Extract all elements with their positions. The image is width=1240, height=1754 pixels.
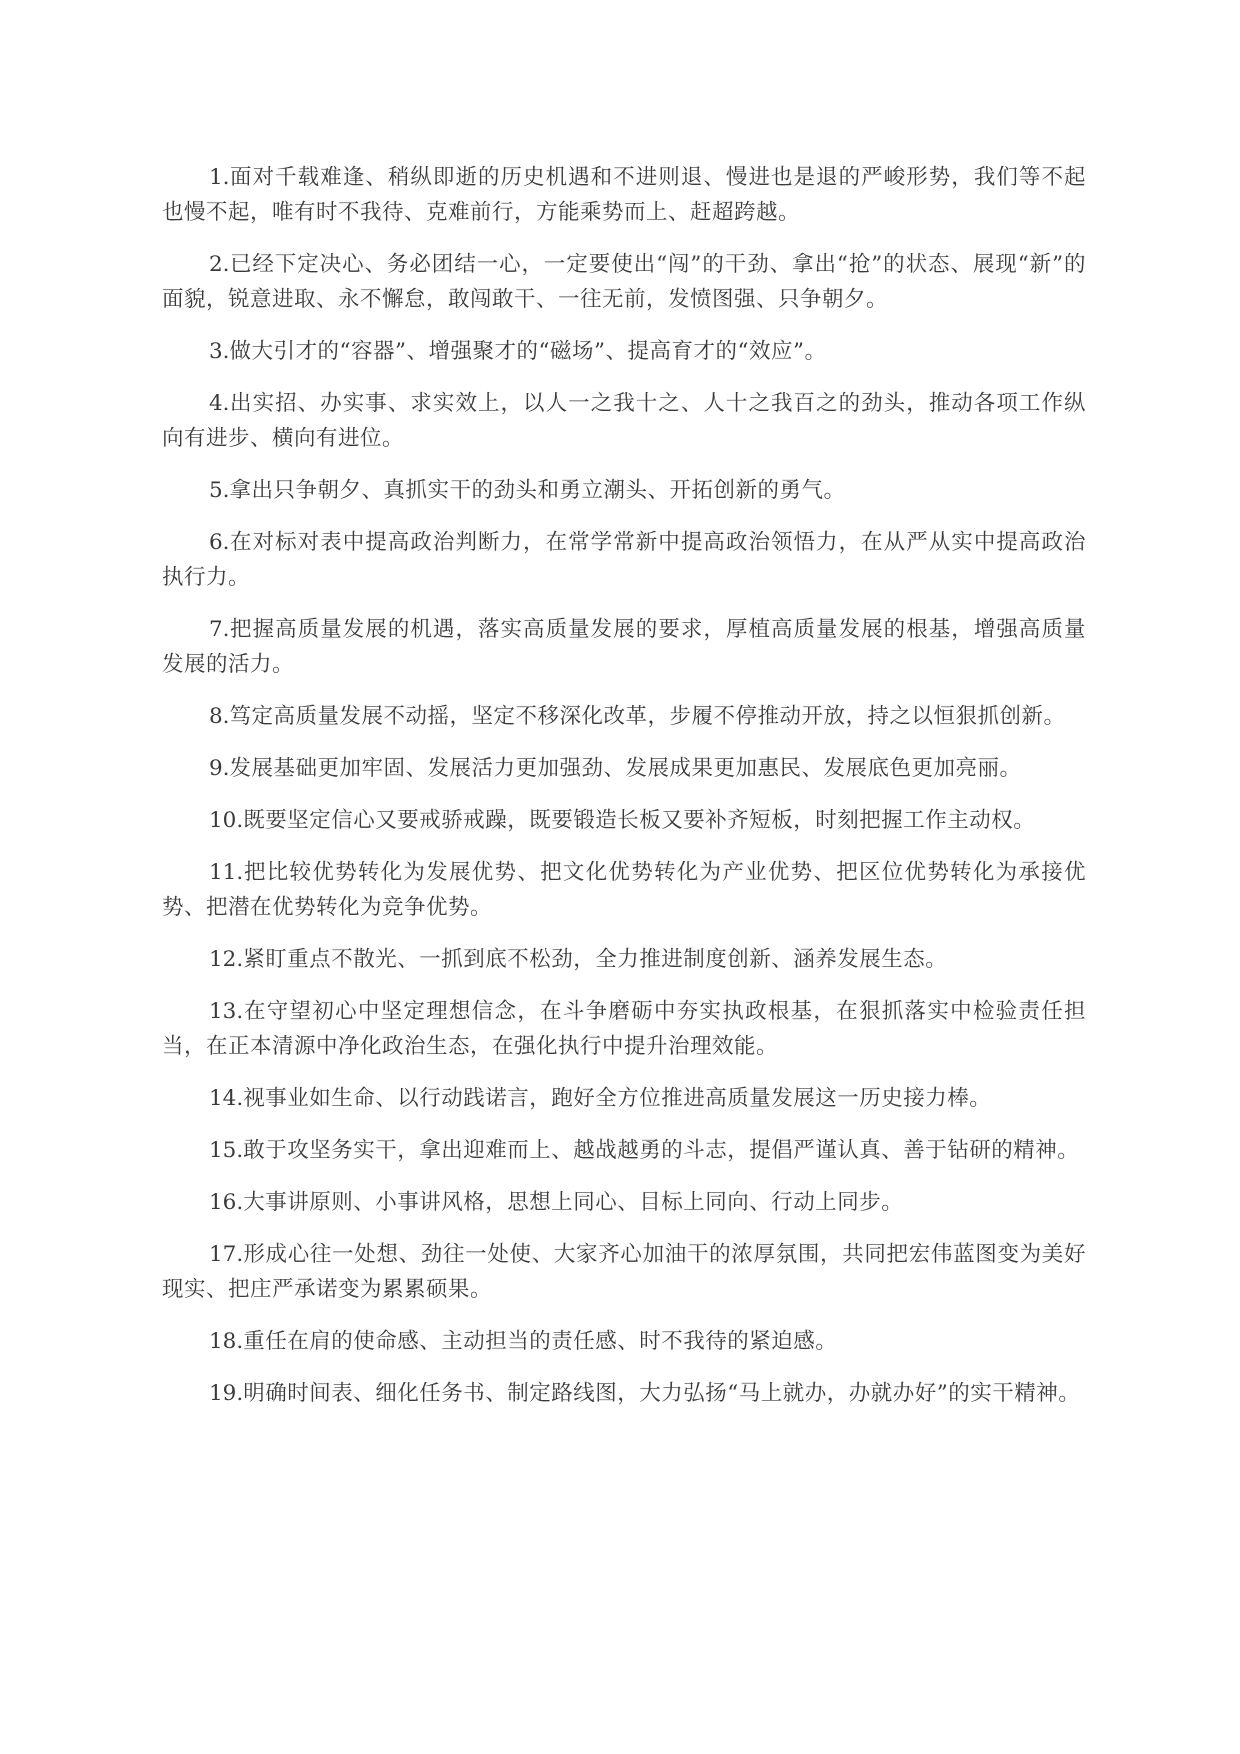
list-item: [162, 942, 1086, 977]
list-item: [162, 751, 1086, 786]
item-number: 9.: [209, 756, 230, 781]
item-number: 11.: [209, 860, 244, 885]
item-text: 已经下定决心、务必团结一心，一定要使出“闯”的干劲、拿出“抢”的状态、展现“新”的面貌，锐意进取、永不懈怠，敢闯敢干、一往无前，发愤图强、只争朝夕。: [162, 252, 1086, 312]
list-item: [162, 334, 1086, 369]
item-number: 6.: [209, 530, 230, 555]
item-number: 19.: [209, 1381, 244, 1406]
list-item: [162, 699, 1086, 734]
list-item: [162, 1081, 1086, 1116]
list-item: [162, 1324, 1086, 1359]
list-item: [162, 1376, 1086, 1411]
item-text: 拿出只争朝夕、真抓实干的劲头和勇立潮头、开拓创新的勇气。: [229, 478, 846, 503]
item-number: 3.: [209, 339, 230, 364]
item-number: 18.: [209, 1329, 244, 1354]
item-number: 5.: [209, 478, 230, 503]
list-item: [162, 160, 1086, 230]
item-number: 2.: [209, 252, 230, 277]
item-text: 大事讲原则、小事讲风格，思想上同心、目标上同向、行动上同步。: [243, 1190, 904, 1215]
item-text: 笃定高质量发展不动摇，坚定不移深化改革，步履不停推动开放，持之以恒狠抓创新。: [229, 704, 1066, 729]
item-number: 1.: [209, 165, 230, 190]
item-text: 明确时间表、细化任务书、制定路线图，大力弘扬“马上就办，办就办好”的实干精神。: [243, 1381, 1081, 1406]
item-number: 17.: [209, 1242, 244, 1267]
list-item: [162, 803, 1086, 838]
item-number: 10.: [209, 808, 244, 833]
list-item: [162, 247, 1086, 317]
item-number: 14.: [209, 1086, 244, 1111]
list-item: [162, 994, 1086, 1064]
item-number: 8.: [209, 704, 230, 729]
item-text: 在守望初心中坚定理想信念，在斗争磨砺中夯实执政根基，在狠抓落实中检验责任担当，在正本清源中净化政治生态，在强化执行中提升治理效能。: [162, 999, 1086, 1059]
item-text: 在对标对表中提高政治判断力，在常学常新中提高政治领悟力，在从严从实中提高政治执行力。: [162, 530, 1086, 590]
item-text: 把握高质量发展的机遇，落实高质量发展的要求，厚植高质量发展的根基，增强高质量发展的活力。: [162, 617, 1086, 677]
item-number: 12.: [209, 947, 244, 972]
item-text: 敢于攻坚务实干，拿出迎难而上、越战越勇的斗志，提倡严谨认真、善于钻研的精神。: [243, 1138, 1080, 1163]
list-item: [162, 612, 1086, 682]
item-text: 面对千载难逢、稍纵即逝的历史机遇和不进则退、慢进也是退的严峻形势，我们等不起也慢不起，唯有时不我待、克难前行，方能乘势而上、赶超跨越。: [162, 165, 1086, 225]
document-body: [162, 160, 1086, 1428]
item-text: 形成心往一处想、劲往一处使、大家齐心加油干的浓厚氛围，共同把宏伟蓝图变为美好现实、把庄严承诺变为累累硕果。: [162, 1242, 1086, 1302]
item-text: 既要坚定信心又要戒骄戒躁，既要锻造长板又要补齐短板，时刻把握工作主动权。: [243, 808, 1036, 833]
list-item: [162, 1133, 1086, 1168]
item-text: 做大引才的“容器”、增强聚才的“磁场”、提高育才的“效应”。: [229, 339, 827, 364]
item-text: 紧盯重点不散光、一抓到底不松劲，全力推进制度创新、涵养发展生态。: [243, 947, 948, 972]
item-number: 13.: [209, 999, 244, 1024]
list-item: [162, 386, 1086, 456]
item-text: 把比较优势转化为发展优势、把文化优势转化为产业优势、把区位优势转化为承接优势、把潜在优势转化为竞争优势。: [162, 860, 1086, 920]
list-item: [162, 1237, 1086, 1307]
list-item: [162, 855, 1086, 925]
item-number: 16.: [209, 1190, 244, 1215]
item-text: 重任在肩的使命感、主动担当的责任感、时不我待的紧迫感。: [243, 1329, 838, 1354]
item-text: 出实招、办实事、求实效上，以人一之我十之、人十之我百之的劲头，推动各项工作纵向有进步、横向有进位。: [162, 391, 1086, 451]
item-number: 15.: [209, 1138, 244, 1163]
list-item: [162, 1185, 1086, 1220]
item-number: 7.: [209, 617, 230, 642]
item-text: 视事业如生命、以行动践诺言，跑好全方位推进高质量发展这一历史接力棒。: [243, 1086, 992, 1111]
list-item: [162, 473, 1086, 508]
item-text: 发展基础更加牢固、发展活力更加强劲、发展成果更加惠民、发展底色更加亮丽。: [229, 756, 1022, 781]
item-number: 4.: [209, 391, 230, 416]
list-item: [162, 525, 1086, 595]
